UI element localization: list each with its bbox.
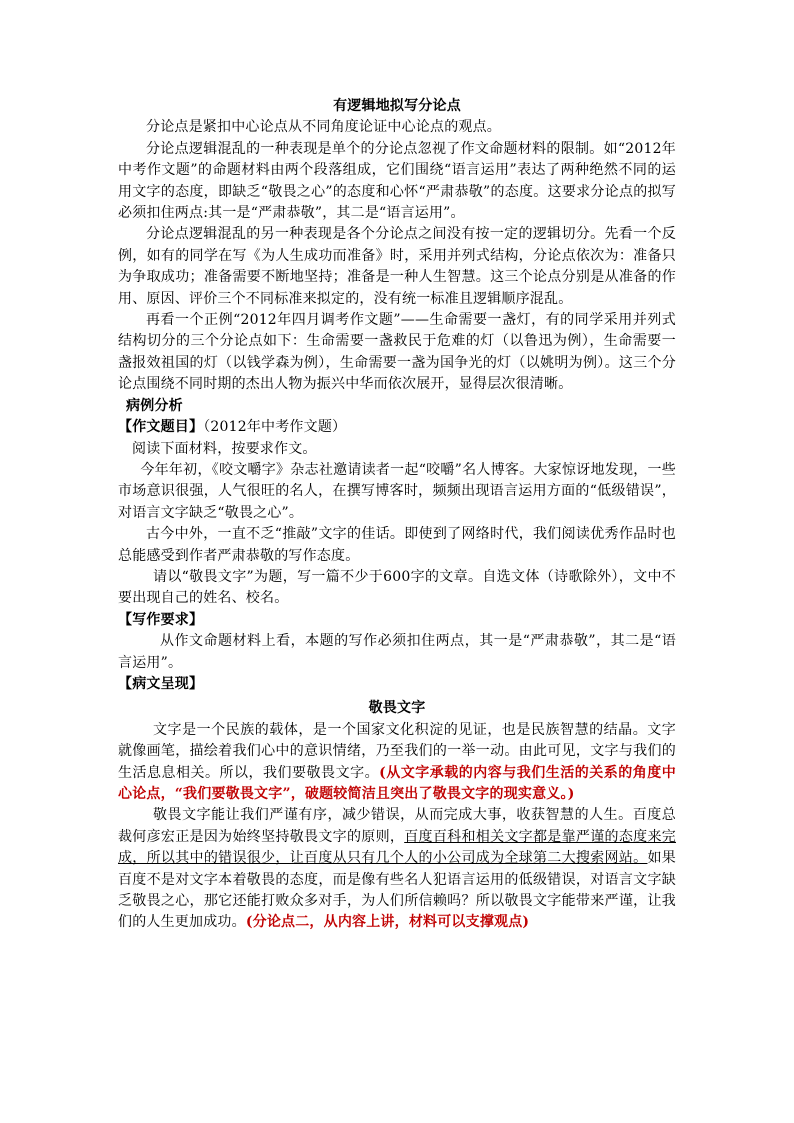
- essay-p2-comment: (分论点二，从内容上讲，材料可以支撑观点): [245, 914, 530, 931]
- paragraph-4: 再看一个正例“2012年四月调考作文题”——生命需要一盏灯，有的同学采用并列式结构切分的三个分论点如下：生命需要一盏救民于危难的灯（以鲁迅为例），生命需要一盏报效祖国的灯（以钱学森为例），生命需要一盏为国争光的灯（以姚明为例）。这三个分论点围绕不同时期的杰出人物为振兴中华而依次展开，显得层次很清晰。: [118, 312, 676, 393]
- page-title: 有逻辑地拟写分论点: [333, 98, 461, 114]
- material-3: 请以“敬畏文字”为题，写一篇不少于600字的文章。自选文体（诗歌除外），文中不要出现自己的姓名、校名。: [118, 568, 676, 607]
- essay-p2-underlined: 百度百科和相关文字都是靠严谨的态度来完成，所以其中的错误很少，让百度从只有几个人的小公司成为全球第二大搜索网站。: [118, 828, 676, 867]
- essay-p2-text-b: 如果百度不是对文字本着敬畏的态度，而是像有些名人犯语言运用的低级错误，对语言文字缺乏敬畏之心，那它还能打败众多对手，为人们所信赖吗？所以敬畏文字能带来严谨，让我们的人生更加成功。: [118, 850, 676, 931]
- topic-line: [118, 417, 676, 438]
- document-page: [118, 96, 676, 934]
- paragraph-2: 分论点逻辑混乱的一种表现是单个的分论点忽视了作文命题材料的限制。如“2012年中考作文题”的命题材料由两个段落组成，它们围绕“语言运用”表达了两种绝然不同的运用文字的态度，即缺乏“敬畏之心”的态度和心怀“严肃恭敬”的态度。这要求分论点的拟写必须扣住两点:其一是“严肃恭敬”，其二是“语言运用”。: [118, 140, 676, 222]
- essay-p2-text-a: 敬畏文字能让我们严谨有序，减少错误，从而完成大事，收获智慧的人生。百度总裁何彦宏正是因为始终坚持敬畏文字的原则，: [118, 807, 676, 845]
- instruction: 阅读下面材料，按要求作文。: [132, 440, 317, 457]
- requirement-label: 【写作要求】: [118, 611, 204, 628]
- material-2: 古今中外，一直不乏“推敲”文字的佳话。即使到了网络时代，我们阅读优秀作品时也总能感受到作者严肃恭敬的写作态度。: [118, 526, 676, 564]
- paragraph-1: 分论点是紧扣中心论点从不同角度论证中心论点的观点。: [146, 119, 501, 136]
- topic-note: （2012年中考作文题）: [203, 419, 347, 436]
- essay-label: 【病文呈现】: [118, 675, 204, 692]
- essay-title: 敬畏文字: [368, 700, 426, 717]
- essay-paragraph-1: [118, 720, 676, 806]
- paragraph-3: 分论点逻辑混乱的另一种表现是各个分论点之间没有按一定的逻辑切分。先看一个反例，如有的同学在写《为人生成功而准备》时，采用并列式结构，分论点依次为：准备只为争取成功；准备需要不断地坚持；准备是一种人生智慧。这三个论点分别是从准备的作用、原因、评价三个不同标准来拟定的，没有统一标准且逻辑顺序混乱。: [118, 226, 676, 307]
- material-1: 今年年初，《咬文嚼字》杂志社邀请读者一起“咬嚼”名人博客。大家惊讶地发现，一些市场意识很强，人气很旺的名人，在撰写博客时，频频出现语言运用方面的“低级错误”，对语言文字缺乏“敬畏之心”。: [118, 461, 676, 521]
- essay-paragraph-2: [118, 805, 676, 933]
- essay-p1-text: 文字是一个民族的载体，是一个国家文化积淀的见证，也是民族智慧的结晶。文字就像画笔，描绘着我们心中的意识情绪，乃至我们的一举一动。由此可见，文字与我们的生活息息相关。所以，我们要敬畏文字。: [118, 721, 676, 781]
- case-heading: 病例分析: [126, 397, 183, 414]
- requirement-text: 从作文命题材料上看，本题的写作必须扣住两点，其一是“严肃恭敬”，其二是“语言运用”。: [118, 633, 676, 671]
- essay-p1-comment: (从文字承载的内容与我们生活的关系的角度中心论点，“我们要敬畏文字”，破题较简洁且突出了敬畏文字的现实意义。): [118, 764, 676, 802]
- topic-label: 【作文题目】: [118, 419, 204, 436]
